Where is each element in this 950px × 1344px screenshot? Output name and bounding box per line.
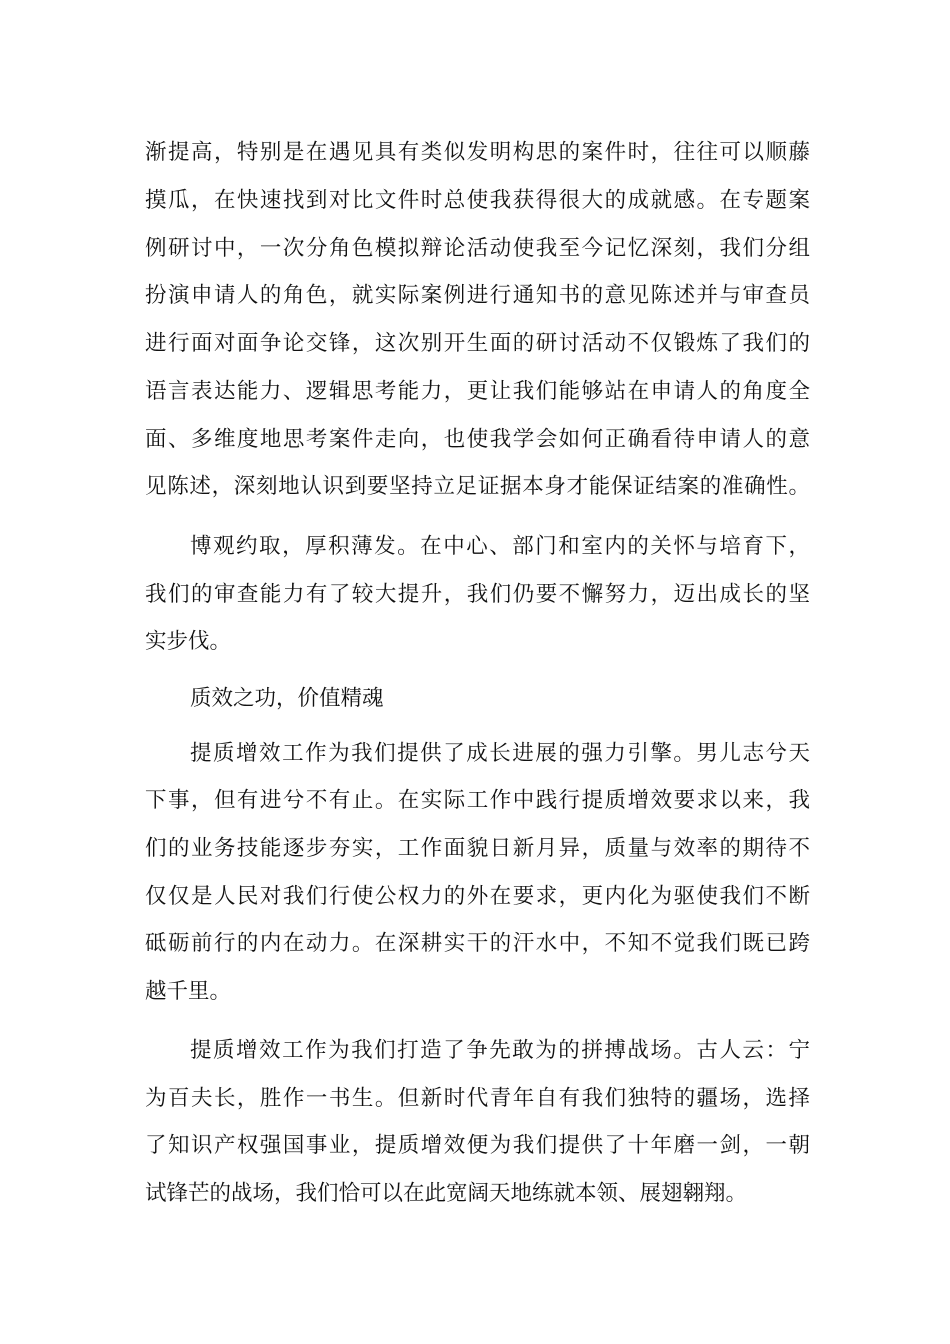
text-line: 越千里。 — [145, 979, 232, 1004]
text-line: 下事，但有进兮不有止。在实际工作中践行提质增效要求以来，我 — [145, 788, 810, 813]
text-line: 为百夫长，胜作一书生。但新时代青年自有我们独特的疆场，选择 — [145, 1086, 810, 1111]
text-line: 扮演申请人的角色，就实际案例进行通知书的意见陈述并与审查员 — [145, 283, 810, 308]
text-line: 们的业务技能逐步夯实，工作面貌日新月异，质量与效率的期待不 — [145, 836, 810, 861]
text-line: 仅仅是人民对我们行使公权力的外在要求，更内化为驱使我们不断 — [145, 884, 810, 909]
text-line: 了知识产权强国事业，提质增效便为我们提供了十年磨一剑，一朝 — [145, 1133, 810, 1158]
text-line: 进行面对面争论交锋，这次别开生面的研讨活动不仅锻炼了我们的 — [145, 331, 810, 356]
text-line: 砥砺前行的内在动力。在深耕实干的汗水中，不知不觉我们既已跨 — [145, 931, 810, 956]
text-line: 试锋芒的战场，我们恰可以在此宽阔天地练就本领、展翅翱翔。 — [145, 1181, 748, 1206]
text-line: 我们的审查能力有了较大提升，我们仍要不懈努力，迈出成长的坚 — [145, 582, 810, 607]
text-line: 见陈述，深刻地认识到要坚持立足证据本身才能保证结案的准确性。 — [145, 474, 810, 499]
text-line: 实步伐。 — [145, 629, 232, 654]
section-heading: 质效之功，价值精魂 — [190, 686, 384, 711]
paragraph-first-line: 提质增效工作为我们打造了争先敢为的拼搏战场。古人云：宁 — [190, 1038, 810, 1063]
paragraph-first-line: 博观约取，厚积薄发。在中心、部门和室内的关怀与培育下， — [190, 534, 810, 559]
text-line: 面、多维度地思考案件走向，也使我学会如何正确看待申请人的意 — [145, 427, 810, 452]
text-line: 例研讨中，一次分角色模拟辩论活动使我至今记忆深刻，我们分组 — [145, 236, 810, 261]
text-line: 摸瓜，在快速找到对比文件时总使我获得很大的成就感。在专题案 — [145, 188, 810, 213]
paragraph-first-line: 提质增效工作为我们提供了成长进展的强力引擎。男儿志兮天 — [190, 741, 810, 766]
text-line: 渐提高，特别是在遇见具有类似发明构思的案件时，往往可以顺藤 — [145, 140, 810, 165]
text-line: 语言表达能力、逻辑思考能力，更让我们能够站在申请人的角度全 — [145, 379, 810, 404]
